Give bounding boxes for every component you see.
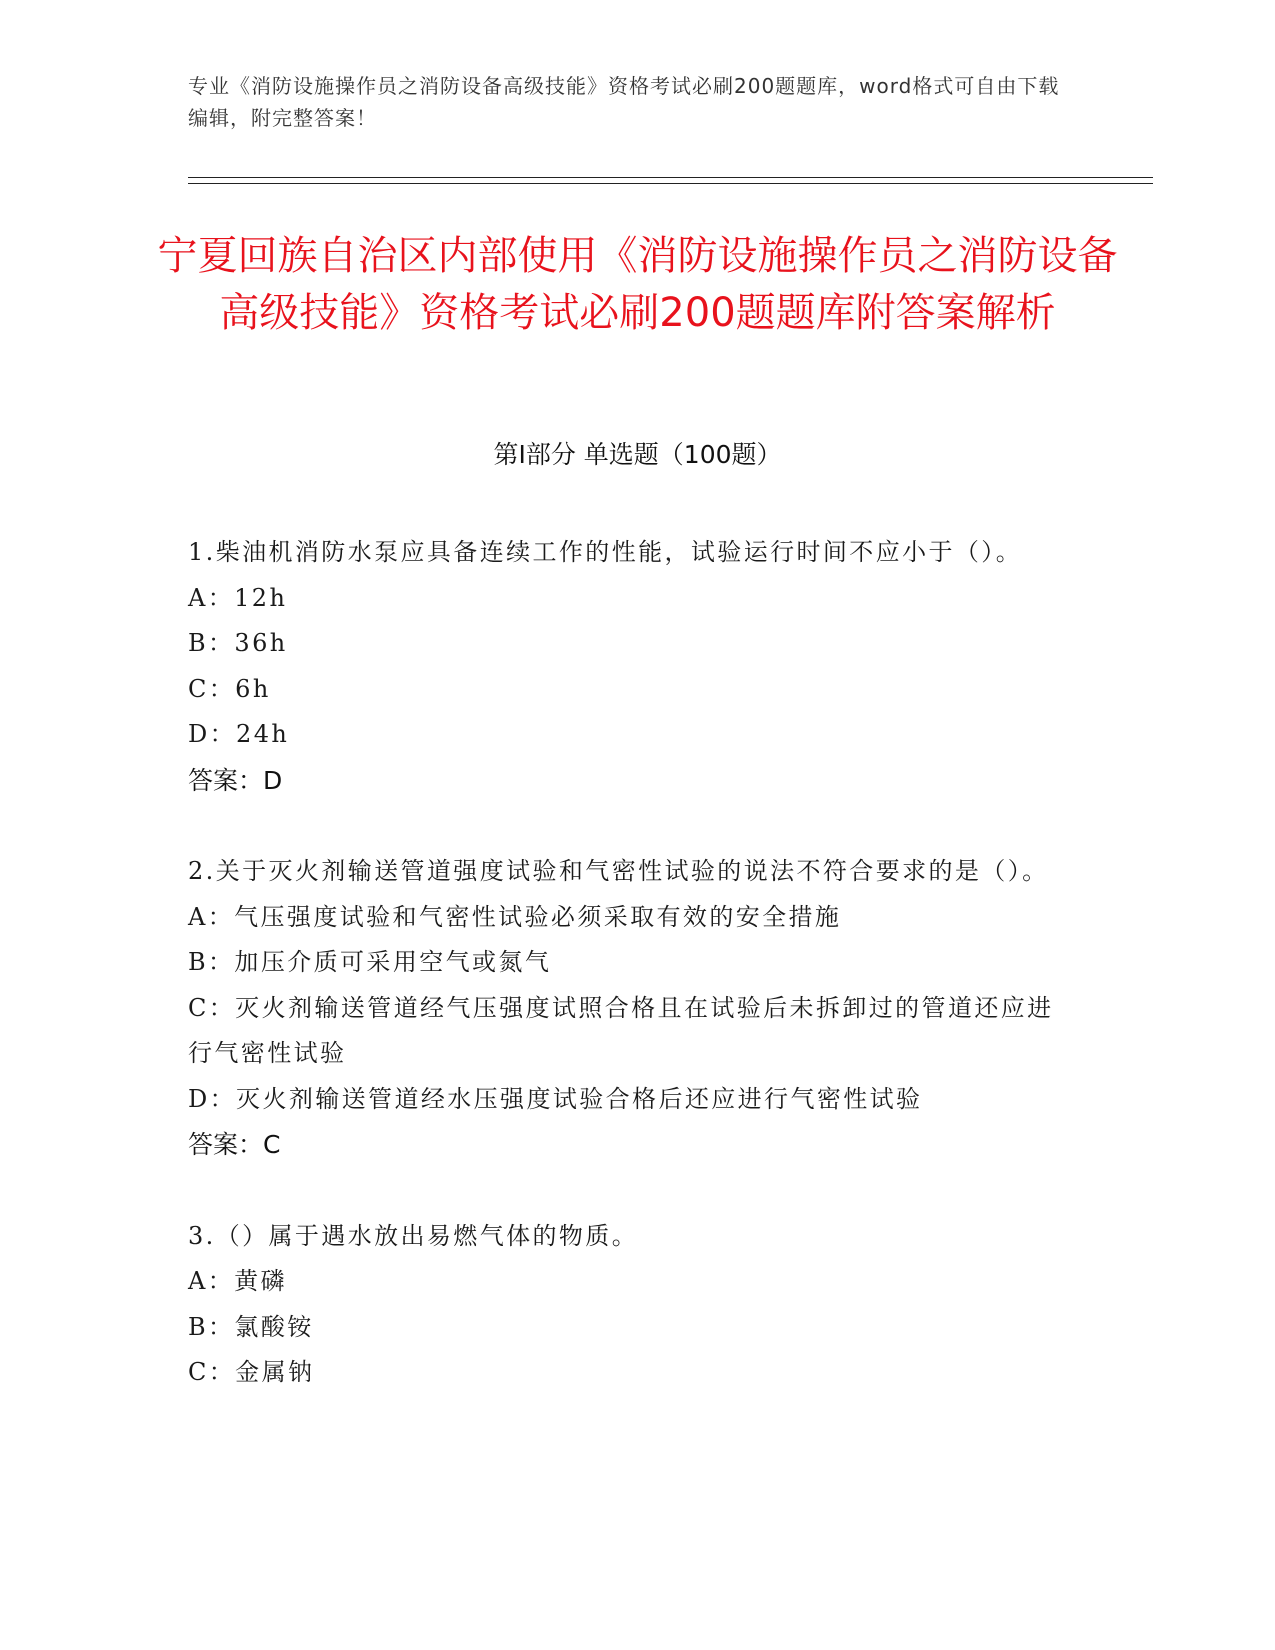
question-stem: 1.柴油机消防水泵应具备连续工作的性能，试验运行时间不应小于（）。 [188, 538, 1023, 566]
option-c: C：灭火剂输送管道经气压强度试照合格且在试验后未拆卸过的管道还应进行气密性试验 [188, 993, 1054, 1067]
option-b: B：氯酸铵 [188, 1312, 314, 1341]
question-list [188, 530, 1068, 1442]
question-1 [188, 530, 1068, 803]
question-3 [188, 1214, 1068, 1396]
header-divider-top [188, 177, 1153, 178]
question-stem: 2.关于灭火剂输送管道强度试验和气密性试验的说法不符合要求的是（）。 [188, 857, 1049, 885]
answer-label: 答案：D [188, 765, 283, 795]
option-b: B：36h [188, 629, 288, 657]
option-b: B：加压介质可采用空气或氮气 [188, 948, 552, 976]
option-a: A：黄磷 [188, 1267, 287, 1295]
option-a: A：气压强度试验和气密性试验必须采取有效的安全措施 [188, 902, 842, 931]
section-heading: 第Ⅰ部分 单选题（100题） [493, 440, 782, 469]
option-d: D：24h [188, 720, 290, 748]
option-a: A：12h [188, 583, 288, 612]
document-title: 宁夏回族自治区内部使用《消防设施操作员之消防设备高级技能》资格考试必刷200题题库附答案解析 [157, 233, 1118, 336]
answer-label: 答案：C [188, 1130, 281, 1159]
option-c: C：金属钠 [188, 1358, 315, 1386]
question-2 [188, 849, 1068, 1168]
option-c: C：6h [188, 674, 271, 703]
question-stem: 3.（）属于遇水放出易燃气体的物质。 [188, 1221, 639, 1250]
header-note: 专业《消防设施操作员之消防设备高级技能》资格考试必刷200题题库，word格式可自由下载编辑，附完整答案！ [188, 74, 1060, 130]
option-d: D：灭火剂输送管道经水压强度试验合格后还应进行气密性试验 [188, 1084, 923, 1113]
header-divider-bottom [188, 183, 1153, 184]
